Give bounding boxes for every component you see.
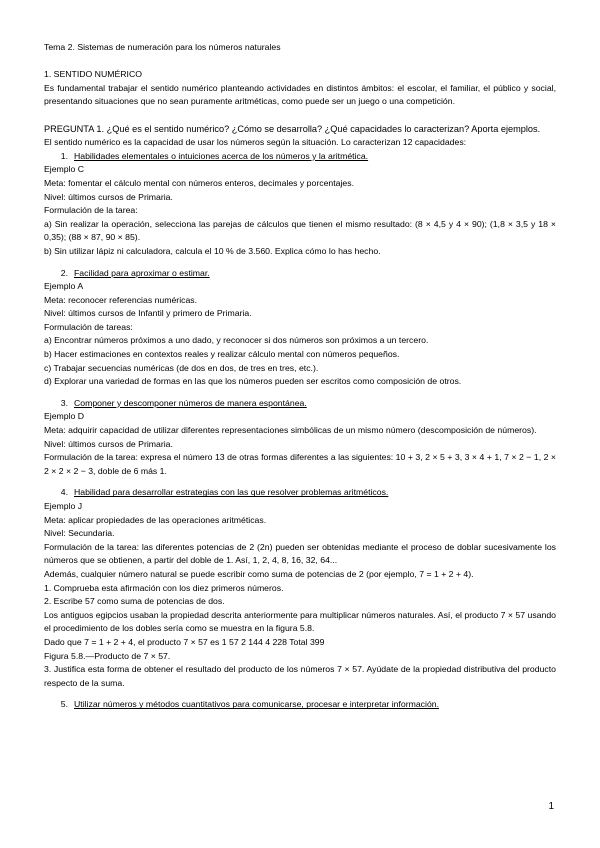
item-line: a) Encontrar números próximos a uno dado, y reconocer si dos números son próximos a un tercero. — [44, 335, 429, 346]
capacity-item — [44, 698, 556, 712]
item-title: Habilidad para desarrollar estrategias con las que resolver problemas aritméticos. — [74, 487, 389, 498]
capacity-item — [44, 150, 556, 259]
item-line: Los antiguos egipcios usaban la propiedad descrita anteriormente para multiplicar números naturales. Así, el producto 7 × 57 usando el procedimiento de los dobles sería como se muestra en la figura 5.8. — [44, 609, 556, 634]
item-line: Dado que 7 = 1 + 2 + 4, el producto 7 × 57 es 1 57 2 144 4 228 Total 399 — [44, 636, 325, 647]
capacity-item — [44, 486, 556, 690]
question-answer: El sentido numérico es la capacidad de usar los números según la situación. Lo caracterizan 12 capacidades: — [44, 137, 467, 148]
item-line: Formulación de la tarea: las diferentes potencias de 2 (2n) pueden ser obtenidas mediante el proceso de doblar sucesivamente los números que se obtienen, a partir del doble de 1. Así, 1, 2, 4, 8, 16, 32, 64... — [44, 541, 556, 566]
item-line: Además, cualquier número natural se puede escribir como suma de potencias de 2 (por ejemplo, 7 = 1 + 2 + 4). — [44, 568, 474, 579]
item-title: Facilidad para aproximar o estimar. — [74, 267, 210, 278]
item-line: b) Hacer estimaciones en contextos reales y realizar cálculo mental con números pequeños. — [44, 349, 400, 360]
item-line: Meta: aplicar propiedades de las operaciones aritméticas. — [44, 514, 267, 525]
item-line: d) Explorar una variedad de formas en las que los números pueden ser escritos como composición de otros. — [44, 376, 462, 387]
document-title: Tema 2. Sistemas de numeración para los números naturales — [44, 42, 281, 52]
example-label: Ejemplo D — [44, 411, 85, 422]
example-label: Ejemplo J — [44, 501, 83, 511]
item-line: 3. Justifica esta forma de obtener el resultado del producto de los números 7 × 57. Ayúdate de la propiedad distributiva del producto respecto de la suma. — [44, 664, 556, 688]
item-line: Formulación de la tarea: — [44, 205, 138, 216]
item-line: Meta: reconocer referencias numéricas. — [44, 294, 198, 305]
item-line: Nivel: últimos cursos de Primaria. — [44, 438, 173, 449]
item-line: 2. Escribe 57 como suma de potencias de dos. — [44, 596, 225, 607]
figure-caption: Figura 5.8.—Producto de 7 × 57. — [44, 650, 171, 661]
section-heading: 1. SENTIDO NUMÉRICO — [44, 69, 142, 80]
item-line: a) Sin realizar la operación, selecciona las parejas de cálculos que tienen el mismo resultado: (8 × 4,5 y 4 × 90); (1,8 × 3,5 y 18 × 0,35); (88 × 87, 90 × 85). — [44, 218, 556, 243]
item-line: Nivel: últimos cursos de Primaria. — [44, 191, 173, 202]
item-line: 1. Comprueba esta afirmación con los diez primeros números. — [44, 582, 284, 593]
capacity-item — [44, 267, 556, 389]
item-line: Formulación de tareas: — [44, 321, 133, 332]
document-body — [44, 41, 556, 712]
item-number: 3. — [60, 397, 68, 408]
item-title: Utilizar números y métodos cuantitativos para comunicarse, procesar e interpretar información. — [74, 699, 440, 710]
example-label: Ejemplo C — [44, 164, 85, 175]
item-title: Componer y descomponer números de manera espontánea. — [74, 397, 307, 408]
item-line: Nivel: últimos cursos de Infantil y primero de Primaria. — [44, 308, 252, 319]
item-line: Meta: adquirir capacidad de utilizar diferentes representaciones simbólicas de un mismo número (descomposición de números). — [44, 425, 537, 436]
section-intro: Es fundamental trabajar el sentido numérico planteando actividades en distintos ámbitos: el escolar, el familiar, el público y social, presentando situaciones que no sean puramente aritméticas, como puede ser un juego o una competición. — [44, 82, 556, 107]
capacity-item — [44, 397, 556, 479]
item-number: 2. — [60, 267, 68, 278]
question-text: PREGUNTA 1. ¿Qué es el sentido numérico? ¿Cómo se desarrolla? ¿Qué capacidades lo caracterizan? Aporta ejemplos. — [44, 123, 541, 134]
item-title: Habilidades elementales o intuiciones acerca de los números y la aritmética. — [74, 150, 369, 161]
item-line: b) Sin utilizar lápiz ni calculadora, calcula el 10 % de 3.560. Explica cómo lo has hecho. — [44, 245, 381, 256]
example-label: Ejemplo A — [44, 281, 84, 292]
item-line: Formulación de la tarea: expresa el número 13 de otras formas diferentes a las siguientes: 10 + 3, 2 × 5 + 3, 3 × 4 + 1, 7 × 2 − 1, 2 × 2 × 2 × 2 − 3, doble de 6 más 1. — [44, 452, 556, 476]
item-line: c) Trabajar secuencias numéricas (de dos en dos, de tres en tres, etc.). — [44, 362, 319, 373]
item-number: 5. — [60, 699, 68, 710]
item-line: Nivel: Secundaria. — [44, 528, 115, 539]
page-number: 1 — [548, 801, 554, 812]
item-number: 4. — [60, 487, 68, 498]
item-number: 1. — [60, 150, 68, 161]
item-line: Meta: fomentar el cálculo mental con números enteros, decimales y porcentajes. — [44, 177, 355, 188]
